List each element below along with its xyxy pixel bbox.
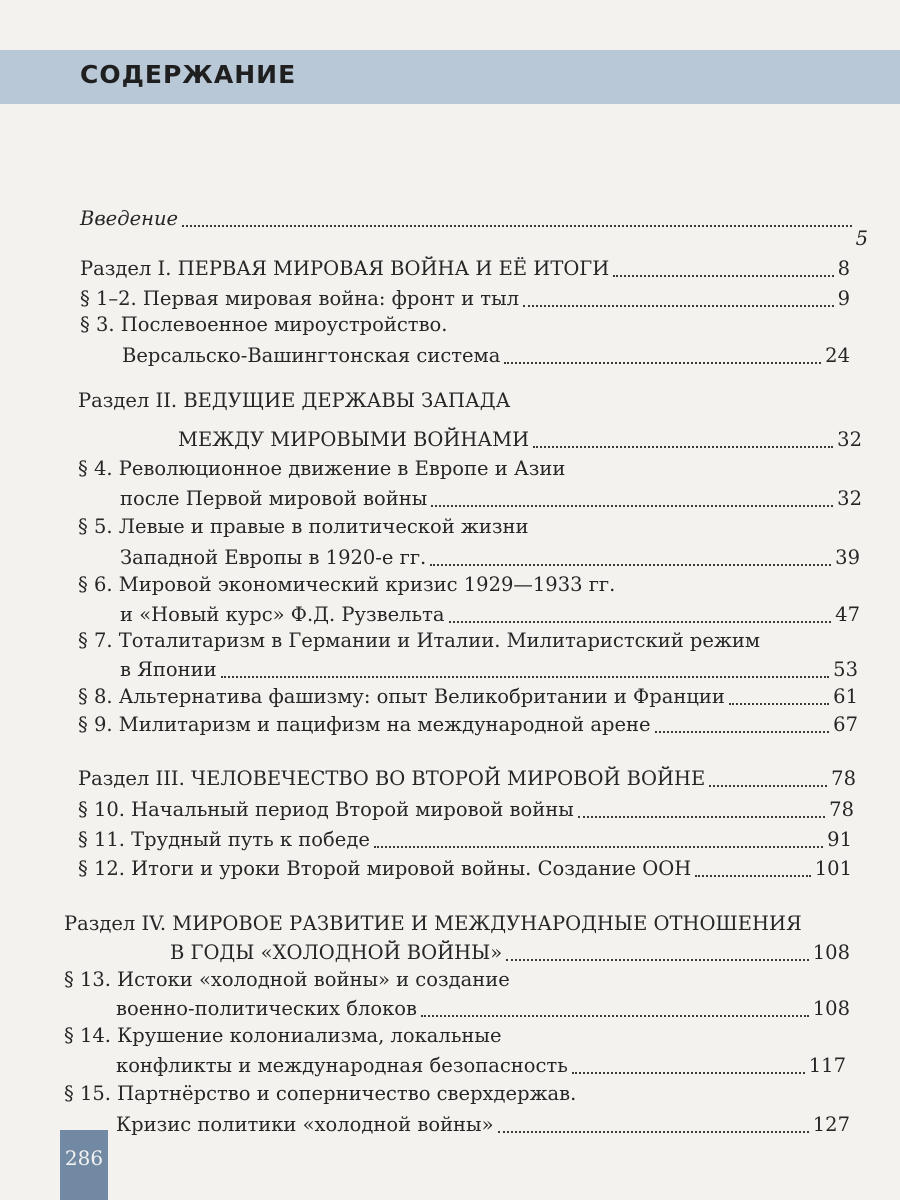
- toc-entry-cont: Версальско-Вашингтонская система 24: [122, 344, 850, 367]
- toc-entry-cont: и «Новый курс» Ф.Д. Рузвельта 47: [120, 603, 860, 626]
- toc-section-4: Раздел IV. МИРОВОЕ РАЗВИТИЕ И МЕЖДУНАРОДНЫЕ ОТНОШЕНИЯ: [64, 912, 802, 935]
- toc-entry: § 6. Мировой экономический кризис 1929—1933 гг.: [78, 573, 616, 596]
- toc-entry: § 4. Революционное движение в Европе и Азии: [78, 457, 566, 480]
- toc-entry-cont: Кризис политики «холодной войны» 127: [116, 1113, 850, 1136]
- toc-section-2: Раздел II. ВЕДУЩИЕ ДЕРЖАВЫ ЗАПАДА: [78, 389, 511, 412]
- toc-entry: § 14. Крушение колониализма, локальные: [64, 1024, 502, 1047]
- toc-entry-intro: Введение 5: [80, 207, 868, 250]
- toc-entry-cont: в Японии 53: [120, 658, 858, 681]
- toc-entry: § 10. Начальный период Второй мировой войны 78: [78, 798, 854, 821]
- toc-entry: § 13. Истоки «холодной войны» и создание: [64, 968, 510, 991]
- toc-entry-cont: военно-политических блоков 108: [116, 997, 850, 1020]
- toc-entry: § 8. Альтернатива фашизму: опыт Великобритании и Франции 61: [78, 685, 858, 708]
- page-title: СОДЕРЖАНИЕ: [80, 60, 297, 89]
- toc-entry: § 7. Тоталитаризм в Германии и Италии. Милитаристский режим: [78, 629, 761, 652]
- toc-section-cont: В ГОДЫ «ХОЛОДНОЙ ВОЙНЫ» 108: [170, 941, 850, 964]
- toc-entry: § 5. Левые и правые в политической жизни: [78, 515, 529, 538]
- toc-entry: § 1–2. Первая мировая война: фронт и тыл 9: [80, 287, 850, 310]
- toc-entry-cont: конфликты и международная безопасность 117: [116, 1054, 846, 1077]
- toc-entry: § 9. Милитаризм и пацифизм на международной арене 67: [78, 713, 858, 736]
- page-number-box: [60, 1130, 108, 1200]
- page-number: 286: [64, 1146, 104, 1170]
- toc-section-3: Раздел III. ЧЕЛОВЕЧЕСТВО ВО ВТОРОЙ МИРОВОЙ ВОЙНЕ 78: [78, 767, 856, 790]
- toc-entry: § 15. Партнёрство и соперничество сверхдержав.: [64, 1082, 577, 1105]
- toc-entry: § 3. Послевоенное мироустройство.: [80, 313, 448, 336]
- toc-entry-cont: Западной Европы в 1920-е гг. 39: [120, 546, 860, 569]
- toc-entry: § 12. Итоги и уроки Второй мировой войны. Создание ООН 101: [78, 857, 852, 880]
- toc-entry-cont: после Первой мировой войны 32: [120, 487, 862, 510]
- toc-entry: § 11. Трудный путь к победе 91: [78, 828, 852, 851]
- toc-section-cont: МЕЖДУ МИРОВЫМИ ВОЙНАМИ 32: [178, 428, 862, 451]
- toc-section-1: Раздел I. ПЕРВАЯ МИРОВАЯ ВОЙНА И ЕЁ ИТОГИ 8: [80, 257, 850, 280]
